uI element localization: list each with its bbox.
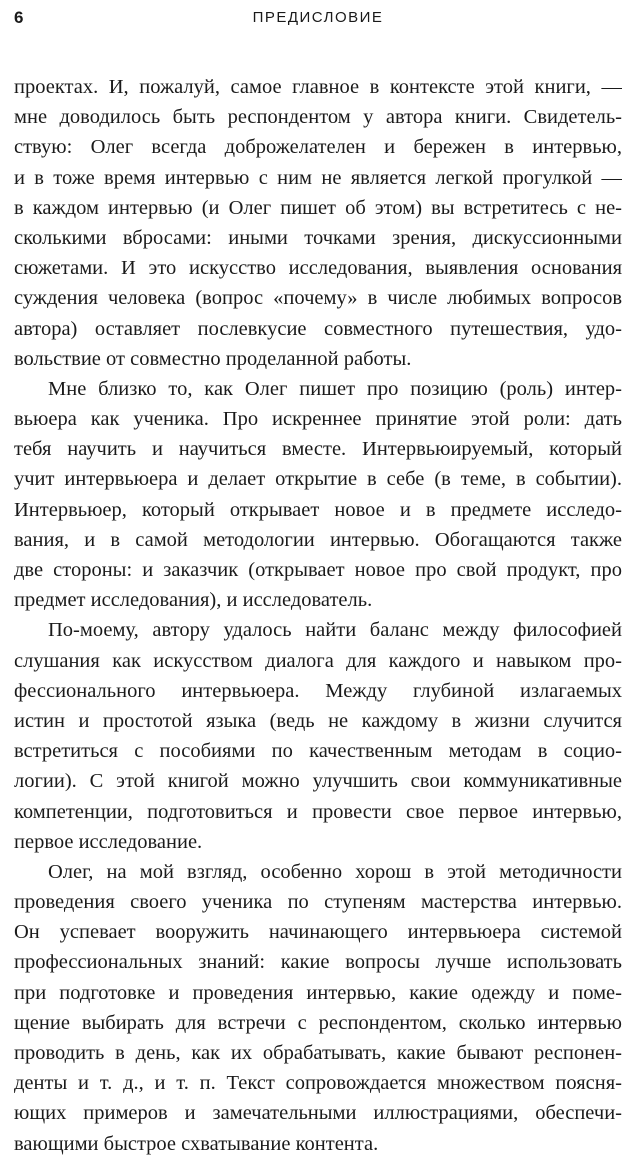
text-line: и в тоже время интервью с ним не является легкой прогулкой — xyxy=(14,166,622,189)
text-line: автора) оставляет послевкусие совместного путешествия, удо- xyxy=(14,317,622,340)
text-line: проведения своего ученика по ступеням мастерства интервью. xyxy=(14,891,622,914)
running-header xyxy=(14,6,622,30)
text-line: вьюера как ученика. Про искреннее принятие этой роли: дать xyxy=(14,408,622,431)
paragraph-4 xyxy=(14,857,622,1159)
text-line: первое исследование. xyxy=(14,830,203,853)
text-line: учит интервьюера и делает открытие в себе (в теме, в событии). xyxy=(14,468,622,491)
text-line: мне доводилось быть респондентом у автора книги. Свидетель- xyxy=(14,106,622,129)
text-line: По-моему, автору удалось найти баланс между философией xyxy=(48,619,622,642)
text-line: Олег, на мой взгляд, особенно хорош в этой методичности xyxy=(48,860,622,883)
text-line: фессионального интервьюера. Между глубиной излагаемых xyxy=(14,679,622,702)
text-line: щение выбирать для встречи с респондентом, сколько интервью xyxy=(14,1011,622,1034)
text-line: компетенции, подготовиться и провести свое первое интервью, xyxy=(14,800,622,823)
text-line: вающими быстрое схватывание контента. xyxy=(14,1132,379,1155)
text-line: профессиональных знаний: какие вопросы лучше использовать xyxy=(14,951,622,974)
paragraph-3 xyxy=(14,615,622,857)
text-line: логии). С этой книгой можно улучшить свои коммуникативные xyxy=(14,770,622,793)
text-line: в каждом интервью (и Олег пишет об этом) вы встретитесь с не- xyxy=(14,196,622,219)
text-line: ющих примеров и замечательными иллюстрациями, обеспечи- xyxy=(14,1102,622,1125)
text-line: тебя научить и научиться вместе. Интервьюируемый, который xyxy=(14,438,622,461)
text-line: денты и т. д., и т. п. Текст сопровождается множеством поясня- xyxy=(14,1072,622,1095)
text-line: встретиться с пособиями по качественным методам в социо- xyxy=(14,740,622,763)
paragraph-2 xyxy=(14,374,622,616)
text-line: Он успевает вооружить начинающего интервьюера системой xyxy=(14,921,622,944)
body-text xyxy=(14,72,622,1159)
text-line: истин и простотой языка (ведь не каждому в жизни случится xyxy=(14,709,622,732)
running-title: ПРЕДИСЛОВИЕ xyxy=(252,9,384,26)
text-line: слушания как искусством диалога для каждого и навыком про- xyxy=(14,649,622,672)
text-line: Мне близко то, как Олег пишет про позицию (роль) интер- xyxy=(48,377,622,400)
text-line: проектах. И, пожалуй, самое главное в контексте этой книги, — xyxy=(14,76,622,98)
text-line: проводить в день, как их обрабатывать, какие бывают респонен- xyxy=(14,1042,622,1064)
text-line: две стороны: и заказчик (открывает новое про свой продукт, про xyxy=(14,559,622,581)
text-line: суждения человека (вопрос «почему» в числе любимых вопросов xyxy=(14,287,622,310)
text-line: вания, и в самой методологии интервью. Обогащаются также xyxy=(14,528,622,551)
paragraph-1 xyxy=(14,72,622,374)
text-line: ствую: Олег всегда доброжелателен и бережен в интервью, xyxy=(14,136,622,159)
page-number: 6 xyxy=(14,8,24,27)
text-line: сколькими вбросами: иными точками зрения, дискуссионными xyxy=(14,226,622,249)
text-line: Интервьюер, который открывает новое и в предмете исследо- xyxy=(14,498,622,521)
text-line: сюжетами. И это искусство исследования, выявления основания xyxy=(14,257,622,280)
text-line: предмет исследования), и исследователь. xyxy=(14,589,373,612)
text-line: при подготовке и проведения интервью, какие одежду и поме- xyxy=(14,981,622,1004)
text-line: вольствие от совместно проделанной работы. xyxy=(14,347,412,370)
